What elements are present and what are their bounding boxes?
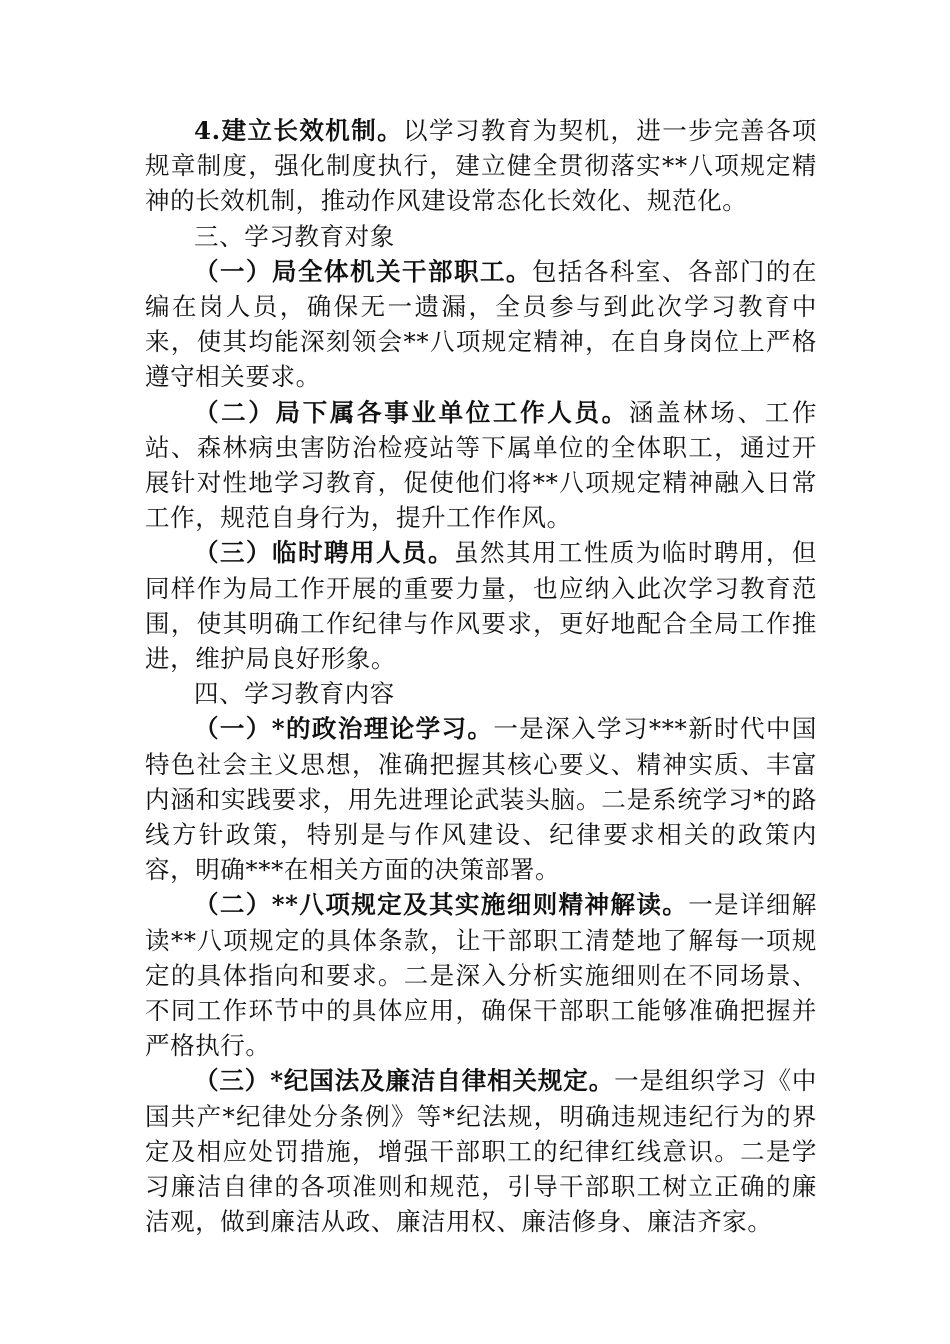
- paragraph-target-2: [145, 395, 817, 536]
- paragraph-content-2: [145, 887, 817, 1063]
- paragraph-body: 虽然其用工性质为临时聘用，但同样作为局工作开展的重要力量，也应纳入此次学习教育范围，使其明确工作纪律与作风要求，更好地配合全局工作推进，维护局良好形象。: [145, 538, 817, 674]
- paragraph-lead: 4.建立长效机制。: [194, 116, 404, 145]
- section-heading-content: 四、学习教育内容: [194, 679, 395, 709]
- document-body: [145, 113, 817, 1240]
- paragraph-body: 一是组织学习《中国共产*纪律处分条例》等*纪法规，明确违规违纪行为的界定及相应处罚措施，增强干部职工的纪律红线意识。二是学习廉洁自律的各项准则和规范，引导干部职工树立正确的廉洁观，做到廉洁从政、廉洁用权、廉洁修身、廉洁齐家。: [145, 1066, 817, 1237]
- paragraph-target-3: [145, 535, 817, 676]
- paragraph-target-1: [145, 254, 817, 395]
- paragraph-body: 一是深入学习***新时代中国特色社会主义思想，准确把握其核心要义、精神实质、丰富内涵和实践要求，用先进理论武装头脑。二是系统学习*的路线方针政策，特别是与作风建设、纪律要求相关的政策内容，明确***在相关方面的决策部署。: [145, 714, 817, 885]
- paragraph-lead: （二）**八项规定及其实施细则精神解读。: [194, 890, 689, 920]
- paragraph-lead: （一）*的政治理论学习。: [194, 714, 494, 744]
- paragraph-lead: （二）局下属各事业单位工作人员。: [194, 397, 629, 427]
- paragraph-lead: （三）*纪国法及廉洁自律相关规定。: [194, 1066, 615, 1096]
- paragraph-body: 涵盖林场、工作站、森林病虫害防治检疫站等下属单位的全体职工，通过开展针对性地学习教育，促使他们将**八项规定精神融入日常工作，规范自身行为，提升工作作风。: [145, 397, 817, 533]
- paragraph-body: 以学习教育为契机，进一步完善各项规章制度，强化制度执行，建立健全贯彻落实**八项规定精神的长效机制，推动作风建设常态化长效化、规范化。: [145, 116, 817, 216]
- paragraph-content-3: [145, 1063, 817, 1239]
- paragraph-body: 一是详细解读**八项规定的具体条款，让干部职工清楚地了解每一项规定的具体指向和要求。二是深入分析实施细则在不同场景、不同工作环节中的具体应用，确保干部职工能够准确把握并严格执行。: [145, 890, 818, 1061]
- paragraph-lead: （三）临时聘用人员。: [194, 538, 454, 568]
- section-heading-targets: 三、学习教育对象: [194, 221, 395, 251]
- paragraph-body: 包括各科室、各部门的在编在岗人员，确保无一遗漏，全员参与到此次学习教育中来，使其均能深刻领会**八项规定精神，在自身岗位上严格遵守相关要求。: [145, 256, 817, 392]
- paragraph-long-term-mechanism: [145, 113, 817, 219]
- paragraph-content-1: [145, 711, 817, 887]
- paragraph-lead: （一）局全体机关干部职工。: [194, 256, 532, 286]
